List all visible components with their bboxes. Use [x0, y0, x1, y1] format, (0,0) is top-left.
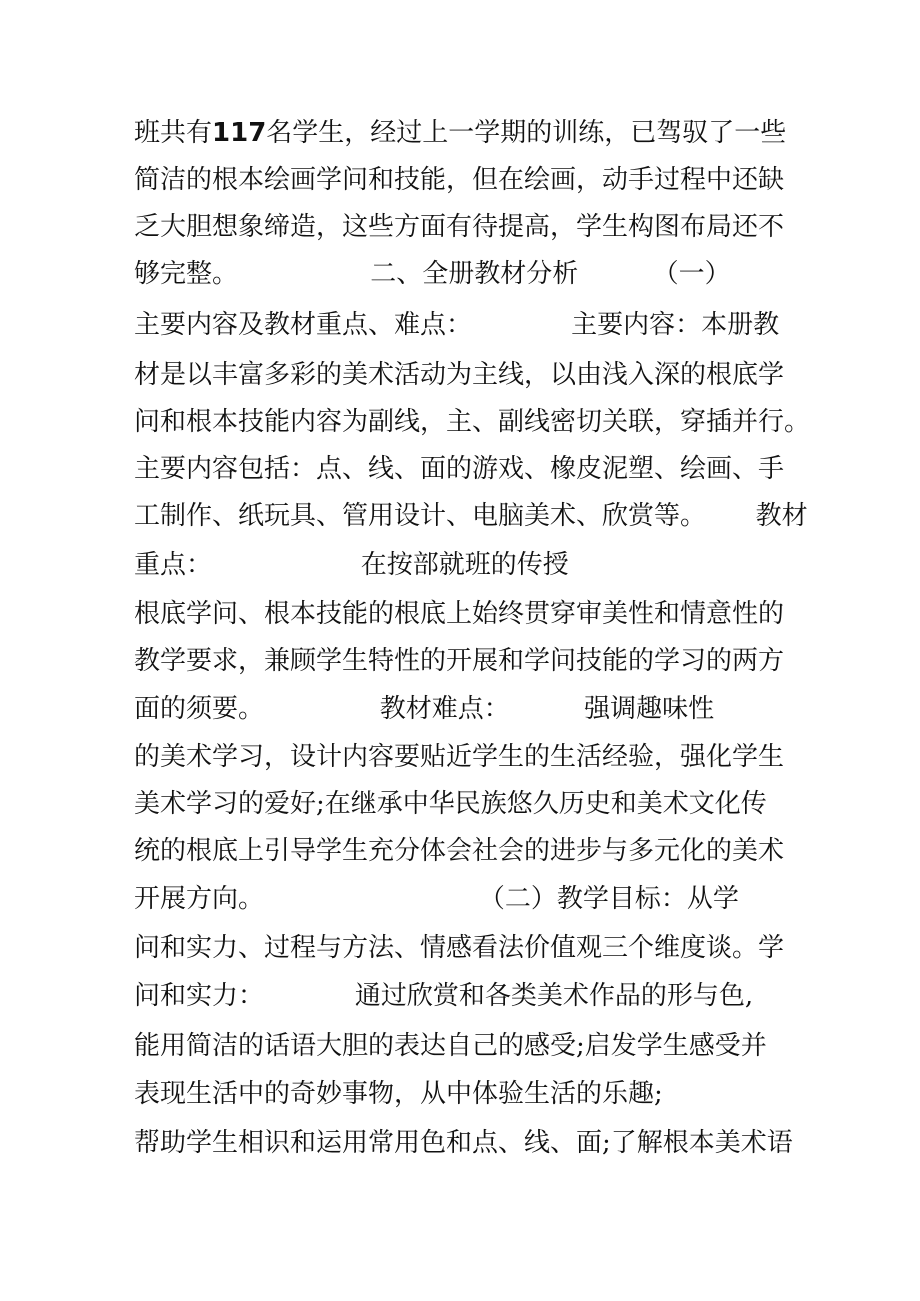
text-line-16: 统的根底上引导学生充分体会社会的进步与多元化的美术: [134, 836, 785, 866]
text-line-4: 够完整。 二、全册教材分析 （一）: [134, 259, 731, 289]
text-line-1: [134, 113, 786, 153]
text-line-10: 重点： 在按部就班的传授: [134, 550, 569, 580]
text-segment: 班共有: [134, 118, 213, 148]
text-line-19: 问和实力： 通过欣赏和各类美术作品的形与色,: [134, 981, 754, 1011]
text-line-8: 主要内容包括：点、线、面的游戏、橡皮泥塑、绘画、手: [134, 454, 785, 484]
text-line-22: 帮助学生相识和运用常用色和点、线、面;了解根本美术语: [134, 1128, 793, 1158]
text-line-18: 问和实力、过程与方法、情感看法价值观三个维度谈。学: [134, 933, 785, 963]
student-count: 117: [212, 118, 267, 148]
text-line-11: 根底学问、根本技能的根底上始终贯穿审美性和情意性的: [134, 599, 785, 629]
text-line-14: 的美术学习，设计内容要贴近学生的生活经验，强化学生: [134, 742, 785, 772]
text-line-13: 面的须要。 教材难点： 强调趣味性: [134, 694, 715, 724]
text-line-21: 表现生活中的奇妙事物，从中体验生活的乐趣;: [134, 1079, 663, 1109]
text-line-9: 工制作、纸玩具、管用设计、电脑美术、欣赏等。 教材: [134, 501, 808, 531]
text-line-2: 简洁的根本绘画学问和技能，但在绘画，动手过程中还缺: [134, 165, 785, 195]
text-segment: 名学生，经过上一学期的训练，已驾驭了一些: [266, 118, 787, 148]
text-line-15: 美术学习的爱好;在继承中华民族悠久历史和美术文化传: [134, 789, 767, 819]
text-line-5: 主要内容及教材重点、难点： 主要内容：本册教: [134, 310, 780, 340]
text-line-17: 开展方向。 （二）教学目标：从学: [134, 884, 739, 914]
text-line-3: 乏大胆想象缔造，这些方面有待提高，学生构图布局还不: [134, 212, 785, 242]
text-line-12: 教学要求，兼顾学生特性的开展和学问技能的学习的两方: [134, 646, 785, 676]
text-line-20: 能用简洁的话语大胆的表达自己的感受;启发学生感受并: [134, 1031, 767, 1061]
text-line-6: 材是以丰富多彩的美术活动为主线，以由浅入深的根底学: [134, 360, 785, 390]
text-line-7: 问和根本技能内容为副线，主、副线密切关联，穿插并行。: [134, 407, 811, 437]
